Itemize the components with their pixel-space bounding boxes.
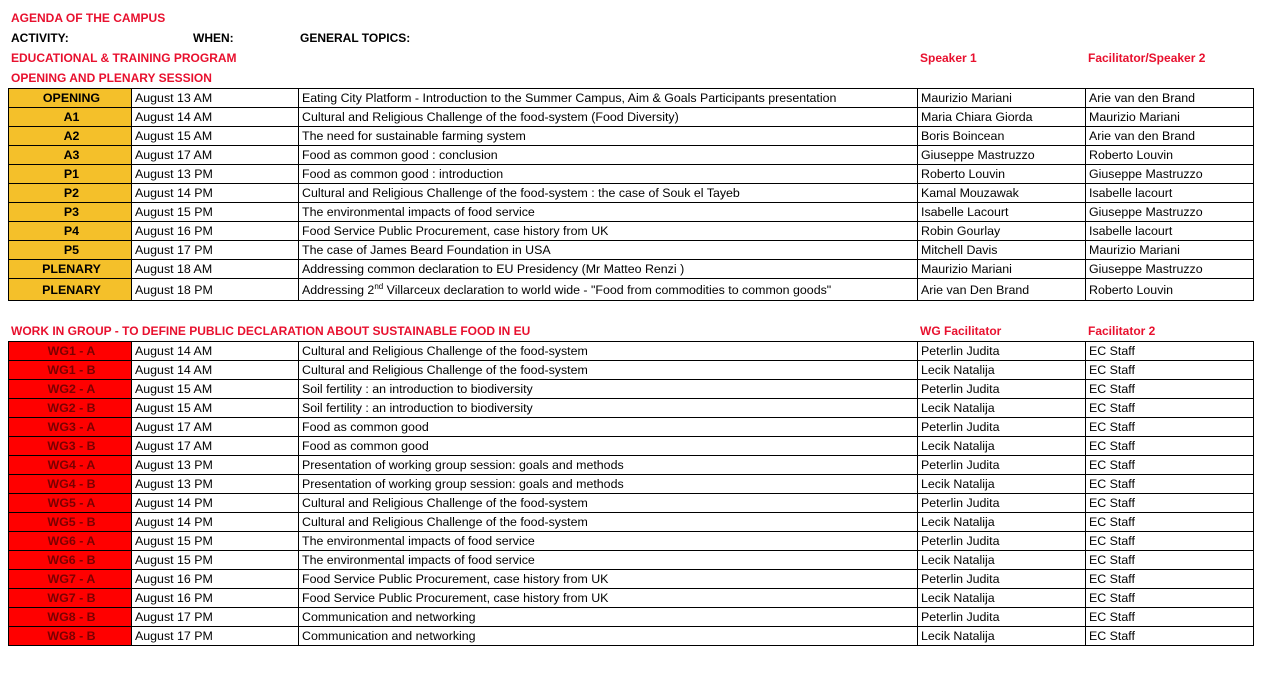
speaker1-cell: Peterlin Judita — [918, 494, 1086, 513]
table-row — [9, 570, 1254, 589]
speaker2-cell: Roberto Louvin — [1086, 279, 1254, 301]
speaker1-cell: Peterlin Judita — [918, 342, 1086, 361]
when-cell: August 17 PM — [132, 627, 299, 646]
program-title: EDUCATIONAL & TRAINING PROGRAM — [11, 51, 237, 65]
speaker2-cell: EC Staff — [1086, 380, 1254, 399]
table-row — [9, 551, 1254, 570]
speaker2-cell: Giuseppe Mastruzzo — [1086, 203, 1254, 222]
activity-code-cell: A2 — [9, 127, 132, 146]
activity-label: ACTIVITY: — [11, 31, 69, 45]
activity-code-cell: WG4 - B — [9, 475, 132, 494]
speaker2-cell: EC Staff — [1086, 494, 1254, 513]
when-cell: August 17 PM — [132, 608, 299, 627]
activity-code-cell: WG6 - A — [9, 532, 132, 551]
topic-cell: Cultural and Religious Challenge of the food-system : the case of Souk el Tayeb — [299, 184, 918, 203]
activity-code-cell: WG8 - B — [9, 608, 132, 627]
when-cell: August 18 PM — [132, 279, 299, 301]
activity-code-cell: P5 — [9, 241, 132, 260]
when-cell: August 15 AM — [132, 380, 299, 399]
topic-cell: The need for sustainable farming system — [299, 127, 918, 146]
table-row — [9, 608, 1254, 627]
topic-cell: Communication and networking — [299, 627, 918, 646]
when-cell: August 15 PM — [132, 551, 299, 570]
when-cell: August 14 AM — [132, 361, 299, 380]
speaker1-cell: Lecik Natalija — [918, 551, 1086, 570]
speaker1-cell: Lecik Natalija — [918, 361, 1086, 380]
activity-code-cell: WG7 - B — [9, 589, 132, 608]
activity-code-cell: WG1 - B — [9, 361, 132, 380]
topic-cell: Presentation of working group session: goals and methods — [299, 475, 918, 494]
when-cell: August 15 AM — [132, 127, 299, 146]
table-row — [9, 399, 1254, 418]
table-row — [9, 241, 1254, 260]
speaker1-cell: Lecik Natalija — [918, 399, 1086, 418]
when-cell: August 14 PM — [132, 184, 299, 203]
table-row — [9, 475, 1254, 494]
speaker1-cell: Peterlin Judita — [918, 380, 1086, 399]
speaker1-cell: Maurizio Mariani — [918, 260, 1086, 279]
workgroup-table — [8, 341, 1254, 646]
speaker2-cell: EC Staff — [1086, 361, 1254, 380]
table-row — [9, 184, 1254, 203]
speaker2-cell: EC Staff — [1086, 399, 1254, 418]
table-row — [9, 279, 1254, 301]
activity-code-cell: WG8 - B — [9, 627, 132, 646]
when-cell: August 18 AM — [132, 260, 299, 279]
speaker2-cell: EC Staff — [1086, 475, 1254, 494]
activity-code-cell: WG2 - B — [9, 399, 132, 418]
speaker2-cell: EC Staff — [1086, 342, 1254, 361]
topic-cell: Food as common good : conclusion — [299, 146, 918, 165]
topic-cell: The environmental impacts of food service — [299, 551, 918, 570]
speaker2-cell: Arie van den Brand — [1086, 89, 1254, 108]
table-row — [9, 418, 1254, 437]
speaker2-cell: Arie van den Brand — [1086, 127, 1254, 146]
when-cell: August 14 AM — [132, 342, 299, 361]
table-row — [9, 222, 1254, 241]
table-row — [9, 361, 1254, 380]
topic-superscript: nd — [374, 281, 384, 291]
facilitator2-header: Facilitator 2 — [1088, 324, 1156, 338]
speaker2-cell: EC Staff — [1086, 437, 1254, 456]
when-cell: August 13 PM — [132, 456, 299, 475]
speaker2-cell: EC Staff — [1086, 570, 1254, 589]
speaker2-cell: EC Staff — [1086, 608, 1254, 627]
speaker1-cell: Robin Gourlay — [918, 222, 1086, 241]
when-cell: August 14 PM — [132, 513, 299, 532]
speaker2-cell: Isabelle lacourt — [1086, 222, 1254, 241]
topic-cell: Addressing common declaration to EU Presidency (Mr Matteo Renzi ) — [299, 260, 918, 279]
speaker1-cell: Maurizio Mariani — [918, 89, 1086, 108]
topic-cell: Eating City Platform - Introduction to the Summer Campus, Aim & Goals Participants presentation — [299, 89, 918, 108]
activity-code-cell: PLENARY — [9, 279, 132, 301]
topic-cell: Cultural and Religious Challenge of the food-system — [299, 513, 918, 532]
topic-cell: The case of James Beard Foundation in USA — [299, 241, 918, 260]
table-row — [9, 589, 1254, 608]
when-cell: August 14 AM — [132, 108, 299, 127]
topic-cell: Cultural and Religious Challenge of the food-system (Food Diversity) — [299, 108, 918, 127]
activity-code-cell: WG2 - A — [9, 380, 132, 399]
speaker1-cell: Lecik Natalija — [918, 589, 1086, 608]
speaker1-cell: Lecik Natalija — [918, 513, 1086, 532]
activity-code-cell: WG3 - B — [9, 437, 132, 456]
activity-code-cell: WG5 - A — [9, 494, 132, 513]
topic-cell: Food Service Public Procurement, case history from UK — [299, 589, 918, 608]
table-row — [9, 437, 1254, 456]
activity-code-cell: A3 — [9, 146, 132, 165]
topic-cell: Presentation of working group session: goals and methods — [299, 456, 918, 475]
speaker1-cell: Maria Chiara Giorda — [918, 108, 1086, 127]
table-row — [9, 203, 1254, 222]
wg-facilitator-header: WG Facilitator — [920, 324, 1002, 338]
speaker2-cell: EC Staff — [1086, 418, 1254, 437]
when-label: WHEN: — [193, 31, 234, 45]
table-row — [9, 513, 1254, 532]
when-cell: August 17 AM — [132, 418, 299, 437]
plenary-table-body — [9, 89, 1254, 301]
speaker2-cell: EC Staff — [1086, 627, 1254, 646]
speaker1-cell: Peterlin Judita — [918, 570, 1086, 589]
facilitator-speaker2-header: Facilitator/Speaker 2 — [1088, 51, 1206, 65]
topic-cell: Soil fertility : an introduction to biodiversity — [299, 380, 918, 399]
activity-code-cell: P3 — [9, 203, 132, 222]
table-row — [9, 108, 1254, 127]
speaker2-cell: EC Staff — [1086, 513, 1254, 532]
when-cell: August 17 AM — [132, 146, 299, 165]
speaker1-cell: Lecik Natalija — [918, 437, 1086, 456]
speaker2-cell: EC Staff — [1086, 456, 1254, 475]
when-cell: August 15 PM — [132, 203, 299, 222]
workgroup-table-body — [9, 342, 1254, 646]
activity-code-cell: P4 — [9, 222, 132, 241]
speaker2-cell: EC Staff — [1086, 589, 1254, 608]
general-topics-label: GENERAL TOPICS: — [300, 31, 411, 45]
topic-cell: Cultural and Religious Challenge of the food-system — [299, 494, 918, 513]
topic-cell: Food Service Public Procurement, case history from UK — [299, 570, 918, 589]
table-row — [9, 165, 1254, 184]
speaker2-cell: EC Staff — [1086, 532, 1254, 551]
session-title: OPENING AND PLENARY SESSION — [11, 71, 212, 85]
plenary-table — [8, 88, 1254, 301]
table-row — [9, 494, 1254, 513]
speaker1-cell: Peterlin Judita — [918, 456, 1086, 475]
topic-text-pre: Addressing 2 — [302, 282, 375, 297]
topic-cell — [299, 279, 918, 301]
speaker2-cell: EC Staff — [1086, 551, 1254, 570]
activity-code-cell: P1 — [9, 165, 132, 184]
activity-code-cell: WG6 - B — [9, 551, 132, 570]
topic-cell: Food Service Public Procurement, case history from UK — [299, 222, 918, 241]
when-cell: August 15 PM — [132, 532, 299, 551]
activity-code-cell: WG1 - A — [9, 342, 132, 361]
speaker1-cell: Lecik Natalija — [918, 627, 1086, 646]
table-row — [9, 380, 1254, 399]
activity-code-cell: WG7 - A — [9, 570, 132, 589]
speaker1-cell: Isabelle Lacourt — [918, 203, 1086, 222]
agenda-title: AGENDA OF THE CAMPUS — [11, 11, 166, 25]
speaker1-cell: Boris Boincean — [918, 127, 1086, 146]
speaker1-cell: Peterlin Judita — [918, 608, 1086, 627]
activity-code-cell: A1 — [9, 108, 132, 127]
activity-code-cell: P2 — [9, 184, 132, 203]
when-cell: August 15 AM — [132, 399, 299, 418]
topic-cell: The environmental impacts of food service — [299, 532, 918, 551]
speaker1-cell: Mitchell Davis — [918, 241, 1086, 260]
speaker1-header: Speaker 1 — [920, 51, 977, 65]
when-cell: August 13 PM — [132, 475, 299, 494]
speaker2-cell: Roberto Louvin — [1086, 146, 1254, 165]
speaker2-cell: Maurizio Mariani — [1086, 241, 1254, 260]
speaker1-cell: Arie van Den Brand — [918, 279, 1086, 301]
speaker1-cell: Kamal Mouzawak — [918, 184, 1086, 203]
table-row — [9, 456, 1254, 475]
topic-cell: Cultural and Religious Challenge of the food-system — [299, 361, 918, 380]
speaker1-cell: Peterlin Judita — [918, 532, 1086, 551]
table-row — [9, 532, 1254, 551]
when-cell: August 16 PM — [132, 570, 299, 589]
speaker1-cell: Lecik Natalija — [918, 475, 1086, 494]
speaker1-cell: Roberto Louvin — [918, 165, 1086, 184]
when-cell: August 16 PM — [132, 222, 299, 241]
when-cell: August 13 PM — [132, 165, 299, 184]
speaker2-cell: Giuseppe Mastruzzo — [1086, 165, 1254, 184]
table-row — [9, 127, 1254, 146]
when-cell: August 16 PM — [132, 589, 299, 608]
activity-code-cell: OPENING — [9, 89, 132, 108]
when-cell: August 17 PM — [132, 241, 299, 260]
topic-cell: Food as common good — [299, 418, 918, 437]
topic-cell: Soil fertility : an introduction to biodiversity — [299, 399, 918, 418]
speaker2-cell: Giuseppe Mastruzzo — [1086, 260, 1254, 279]
speaker1-cell: Giuseppe Mastruzzo — [918, 146, 1086, 165]
speaker2-cell: Isabelle lacourt — [1086, 184, 1254, 203]
table-row — [9, 342, 1254, 361]
topic-cell: Communication and networking — [299, 608, 918, 627]
speaker1-cell: Peterlin Judita — [918, 418, 1086, 437]
speaker2-cell: Maurizio Mariani — [1086, 108, 1254, 127]
topic-cell: The environmental impacts of food service — [299, 203, 918, 222]
activity-code-cell: WG4 - A — [9, 456, 132, 475]
activity-code-cell: WG5 - B — [9, 513, 132, 532]
when-cell: August 13 AM — [132, 89, 299, 108]
table-row — [9, 146, 1254, 165]
topic-cell: Food as common good — [299, 437, 918, 456]
topic-cell: Food as common good : introduction — [299, 165, 918, 184]
topic-cell: Cultural and Religious Challenge of the food-system — [299, 342, 918, 361]
topic-text-post: Villarceux declaration to world wide - "Food from commodities to common goods" — [383, 282, 832, 297]
when-cell: August 17 AM — [132, 437, 299, 456]
activity-code-cell: WG3 - A — [9, 418, 132, 437]
work-group-title: WORK IN GROUP - TO DEFINE PUBLIC DECLARATION ABOUT SUSTAINABLE FOOD IN EU — [11, 324, 531, 338]
table-row — [9, 627, 1254, 646]
activity-code-cell: PLENARY — [9, 260, 132, 279]
table-row — [9, 260, 1254, 279]
when-cell: August 14 PM — [132, 494, 299, 513]
table-row — [9, 89, 1254, 108]
